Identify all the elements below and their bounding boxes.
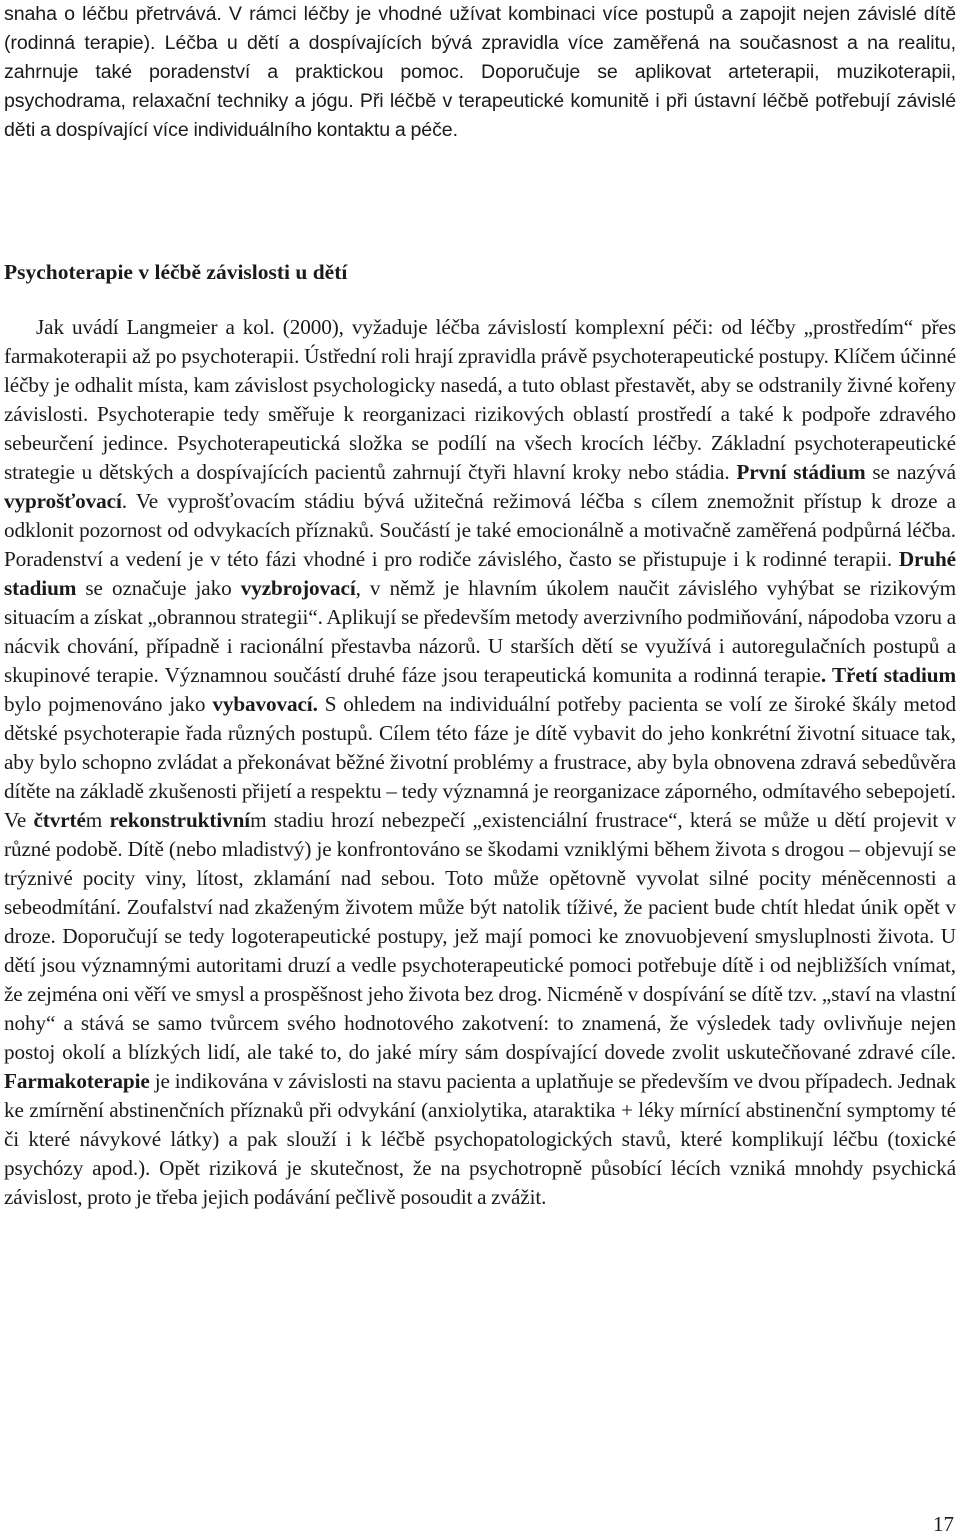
bold-term: čtvrté — [33, 808, 86, 832]
bold-term: . Třetí stadium — [820, 663, 956, 687]
text-run: se nazývá — [865, 460, 956, 484]
intro-paragraph: snaha o léčbu přetrvává. V rámci léčby je vhodné užívat kombinaci více postupů a zapojit nejen závislé dítě (rodinná terapie). Léčba u dětí a dospívajících bývá zpravidla více zaměřená na současnost a na realitu, zahrnuje také poradenství a praktickou pomoc. Doporučuje se aplikovat arteterapii, muzikoterapii, psychodrama, relaxační techniky a jógu. Při léčbě v terapeutické komunitě i při ústavní léčbě potřebují závislé děti a dospívající více individuálního kontaktu a péče. — [4, 3, 956, 141]
bold-term: vyzbrojovací — [240, 576, 356, 600]
text-run: se označuje jako — [76, 576, 241, 600]
body-paragraph — [4, 313, 956, 1212]
bold-term: vybavovací. — [212, 692, 318, 716]
bold-term: Farmakoterapie — [4, 1069, 150, 1093]
bold-term: První stádium — [736, 460, 866, 484]
text-run: bylo pojmenováno jako — [4, 692, 213, 716]
text-run: , v němž je hlavním úkolem naučit závislého vyhýbat se rizikovým situacím a získat „obrannou strategii“. Aplikují se především metody averzivního podmiňování, nápodoba vzoru a nácvik chování, případně i racionální přestavba názorů. U starších dětí se využívá i autoregulačních postupů a skupinové terapie. Významnou součástí druhé fáze jsou terapeutická komunita a rodinná terapie — [4, 576, 956, 687]
text-run: m — [85, 808, 110, 832]
text-run: S ohledem na individuální potřeby pacienta se volí ze široké škály metod dětské psychoterapie řada různých postupů. Cílem této fáze je dítě vybavit do jeho konkrétní životní situace tak, aby bylo schopno zvládat a překonávat běžné životní problémy a frustrace, aby byla obnovena zdravá sebedůvěra dítěte na základě zkušenosti přijetí a respektu – tedy významná je reorganizace záporného, odmítavého sebepojetí. Ve — [4, 692, 957, 832]
bold-term: rekonstruktivní — [109, 808, 251, 832]
text-run: m stadiu hrozí nebezpečí „existenciální frustrace“, která se může u dětí projevit v různé podobě. Dítě (nebo mladistvý) je konfrontováno se škodami vzniklými během života s drogou – objevují se trýznivé pocity viny, lítost, zklamání nad sebou. Toto může opětovně vyvolat silné pocity méněcennosti a sebeodmítání. Zoufalství nad zkaženým životem může být natolik tíživé, že pacient bude chtít hledat únik opět v droze. Doporučují se tedy logoterapeutické postupy, jež mají pomoci ke znovuobjevení smysluplnosti života. U dětí jsou významnými autoritami druzí a vedle psychoterapeutické pomoci potřebuje dítě i od nejbližších vnímat, že zejména oni věří ve smysl a prospěšnost jeho života bez drog. Nicméně v dospívání se dítě tzv. „staví na vlastní nohy“ a stává se samo tvůrcem svého hodnotového zakotvení: to znamená, že výsledek tady ovlivňuje nejen postoj okolí a blízkých lidí, ale také to, do jaké míry sám dospívající dovede zvolit uskutečňované zdravé cíle. — [4, 808, 956, 1064]
bold-term: Druhé stadium — [4, 547, 956, 600]
text-run: . Ve vyprošťovacím stádiu bývá užitečná režimová léčba s cílem znemožnit přístup k droze a odklonit pozornost od odvykacích příznaků. Součástí je také emocionálně a motivačně zaměřená podpůrná léčba. Poradenství a vedení je v této fázi vhodné i pro rodiče závislého, často se přistupuje i k rodinné terapii. — [4, 489, 956, 571]
page-number: 17 — [933, 1512, 954, 1536]
bold-term: vyprošťovací — [4, 489, 122, 513]
section-heading: Psychoterapie v léčbě závislosti u dětí — [4, 260, 348, 284]
text-run: je indikována v závislosti na stavu pacienta a uplatňuje se především ve dvou případech. Jednak ke zmírnění abstinenčních příznaků při odvykání (anxiolytika, ataraktika + léky mírnící abstinenční symptomy té či které návykové látky) a pak slouží i k léčbě psychopatologických stavů, které komplikují léčbu (toxické psychózy apod.). Opět riziková je skutečnost, že na psychotropně působící lécích vzniká mnohdy psychická závislost, proto je třeba jejich podávání pečlivě posoudit a zvážit. — [4, 1069, 956, 1209]
text-run: Jak uvádí Langmeier a kol. (2000), vyžaduje léčba závislostí komplexní péči: od léčby „prostředím“ přes farmakoterapii až po psychoterapii. Ústřední roli hrají zpravidla právě psychoterapeutické postupy. Klíčem účinné léčby je odhalit místa, kam závislost psychologicky nasedá, a tuto oblast přestavět, aby se odstranily živné kořeny závislosti. Psychoterapie tedy směřuje k reorganizaci rizikových oblastí prostředí a také k podpoře zdravého sebeurčení jedince. Psychoterapeutická složka se podílí na všech krocích léčby. Základní psychoterapeutické strategie u dětských a dospívajících pacientů zahrnují čtyři hlavní kroky nebo stádia. — [4, 315, 956, 484]
